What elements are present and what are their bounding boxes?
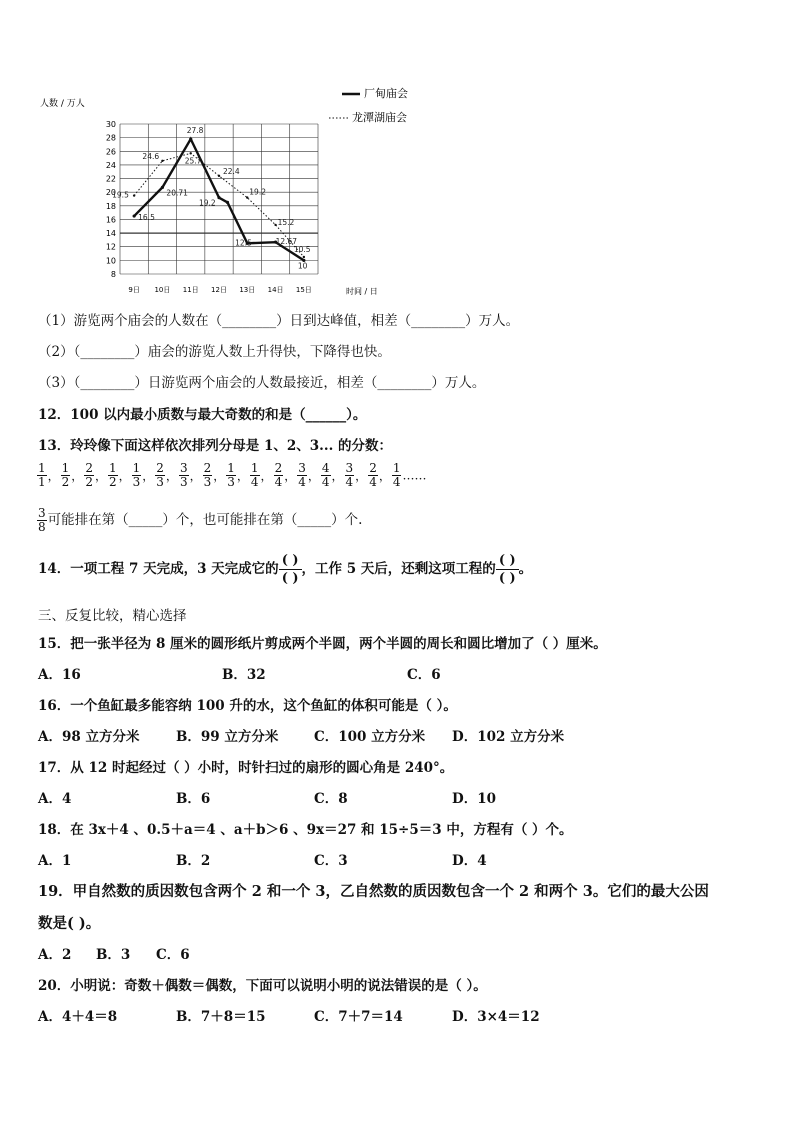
y-axis-label: 人数 / 万人 xyxy=(40,99,85,109)
data-label: 16.5 xyxy=(138,213,155,223)
q16-option-d: D．102 立方分米 xyxy=(452,729,565,745)
data-label: 20.71 xyxy=(166,188,188,198)
data-label: 15.2 xyxy=(277,217,295,227)
data-label: 10.5 xyxy=(293,244,311,254)
x-tick-label: 11日 xyxy=(182,286,199,294)
series-point xyxy=(133,194,135,196)
q18-option-d: D．4 xyxy=(452,853,487,869)
y-tick-label: 24 xyxy=(105,160,116,170)
y-tick-label: 28 xyxy=(105,133,116,143)
q19-line1: 19．甲自然数的质因数包含两个 2 和一个 3，乙自然数的质因数包含一个 2 和两个 3。它们的最大公因 xyxy=(38,883,709,900)
q18-option-b: B．2 xyxy=(176,853,211,869)
data-labels xyxy=(112,126,311,270)
sequence-fraction: $\frac{3}{3}$ xyxy=(179,461,188,489)
sequence-fraction: $\frac{1}{3}$ xyxy=(227,461,235,489)
data-label: 12.67 xyxy=(275,237,298,247)
q15-stem: 15．把一张半径为 8 厘米的圆形纸片剪成两个半圆，两个半圆的周长和圆比增加了（ ）厘米。 xyxy=(38,636,607,652)
q13-question xyxy=(36,507,362,534)
x-tick-labels xyxy=(128,286,311,294)
q17-option-b: B．6 xyxy=(176,791,211,807)
sequence-fraction: $\frac{1}{4}$ xyxy=(250,461,259,489)
series-point xyxy=(274,224,276,226)
q13-fraction-sequence: $\frac{1}{1}$ ， $\frac{1}{2}$ ， $\frac{2}{2}$ ， $\frac{1}{2}$ ， $\frac{1}{3}$ ， $\frac{2}{3}$ ， $\frac{3}{3}$ ， $\frac{2}{3}$ ， $\frac{1}{3}$ ， $\frac{1}{4}$ ， $\frac{2}{4}$ ， $\frac{3}{4}$ ， $\frac{4}{4}$ ， $\frac{3}{4}$ ， $\frac{2}{4}$ ， $\frac{1}{4}$ …… xyxy=(38,461,427,489)
q15-option-b: B．32 xyxy=(222,667,266,683)
q14-blank-fraction-1: ( ) ( ) xyxy=(279,552,302,587)
q15-option-a: A．16 xyxy=(38,667,81,683)
y-tick-label: 12 xyxy=(105,242,116,252)
q14: 14．一项工程 7 天完成，3 天完成它的 ( ) ( ) ，工作 5 天后，还剩这项工程的 ( ) ( ) 。 xyxy=(38,553,533,586)
sequence-fraction: $\frac{2}{3}$ xyxy=(156,461,164,489)
series-point xyxy=(246,196,248,198)
q17-option-d: D．10 xyxy=(452,791,496,807)
q17-option-c: C．8 xyxy=(314,791,348,807)
data-label: 24.6 xyxy=(142,151,160,161)
sequence-fraction: $\frac{4}{4}$ xyxy=(321,461,330,489)
series-point xyxy=(217,196,220,199)
legend-label-2: 龙潭湖庙会 xyxy=(352,111,407,124)
data-label: 19.2 xyxy=(249,187,266,197)
q15-option-c: C．6 xyxy=(407,667,441,683)
sequence-fraction: $\frac{1}{2}$ xyxy=(108,461,117,489)
series-point xyxy=(161,186,164,189)
y-tick-label: 8 xyxy=(110,270,116,279)
q11-part1: （1）游览两个庙会的人数在（________）日到达峰值，相差（________）万人。 xyxy=(38,313,520,329)
q16-option-c: C．100 立方分米 xyxy=(314,729,426,745)
q18-option-a: A．1 xyxy=(38,853,72,869)
q20-option-c: C．7＋7＝14 xyxy=(314,1009,403,1025)
q16-stem: 16．一个鱼缸最多能容纳 100 升的水，这个鱼缸的体积可能是（ ）。 xyxy=(38,698,457,714)
data-label: 19.5 xyxy=(112,190,129,200)
q11-part2: （2）（________）庙会的游览人数上升得快，下降得也快。 xyxy=(38,344,391,360)
q18-stem: 18．在 3x＋4 、0.5＋a＝4 、a＋b＞6 、9x＝27 和 15÷5＝3 中，方程有（ ）个。 xyxy=(38,822,573,838)
q13-fraction: $\frac{3}{8}$ xyxy=(38,506,46,534)
q17-option-a: A．4 xyxy=(38,791,72,807)
sequence-fraction: $\frac{3}{4}$ xyxy=(345,461,354,489)
data-label: 22.4 xyxy=(223,166,240,176)
sequence-fraction: $\frac{2}{4}$ xyxy=(274,461,283,489)
q20-stem: 20．小明说：奇数＋偶数＝偶数，下面可以说明小明的说法错误的是（ ）。 xyxy=(38,978,487,994)
y-tick-label: 30 xyxy=(105,120,116,129)
q19-option-a: A．2 xyxy=(38,947,72,963)
q20-option-d: D．3×4＝12 xyxy=(452,1009,540,1025)
x-tick-label: 15日 xyxy=(295,286,312,294)
q11-part3: （3）（________）日游览两个庙会的人数最接近，相差（________）万人。 xyxy=(38,375,486,391)
q19-option-b: B．3 xyxy=(96,947,131,963)
q16-option-a: A．98 立方分米 xyxy=(38,729,140,745)
sequence-fraction: $\frac{1}{2}$ xyxy=(61,461,70,489)
x-tick-label: 14日 xyxy=(267,286,284,294)
x-tick-label: 10日 xyxy=(154,286,171,294)
x-tick-label: 9日 xyxy=(128,286,140,294)
series-point xyxy=(303,256,305,258)
series-point xyxy=(189,137,192,140)
q20-option-b: B．7＋8＝15 xyxy=(176,1009,266,1025)
series-point xyxy=(133,214,136,217)
sequence-fraction: $\frac{1}{1}$ xyxy=(38,461,46,489)
q19-line2: 数是( )。 xyxy=(38,915,101,932)
x-axis-label: 时间 / 日 xyxy=(346,287,378,296)
q17-stem: 17．从 12 时起经过（ ）小时，时针扫过的扇形的圆心角是 240°。 xyxy=(38,760,454,776)
q13-title: 13．玲玲像下面这样依次排列分母是 1、2、3... 的分数： xyxy=(38,438,392,454)
sequence-fraction: $\frac{2}{2}$ xyxy=(85,461,93,489)
sequence-fraction: $\frac{1}{3}$ xyxy=(132,461,141,489)
sequence-fraction: $\frac{2}{4}$ xyxy=(369,461,377,489)
sequence-fraction: $\frac{3}{4}$ xyxy=(298,461,306,489)
series-point xyxy=(161,160,163,162)
sequence-fraction: $\frac{2}{3}$ xyxy=(203,461,212,489)
data-label: 19.2 xyxy=(199,198,216,208)
series-point xyxy=(218,175,220,177)
legend-label-1: 厂甸庙会 xyxy=(364,87,408,100)
q14-blank-fraction-2: ( ) ( ) xyxy=(496,552,519,587)
x-tick-label: 13日 xyxy=(239,286,256,294)
data-label: 12.5 xyxy=(235,238,252,248)
q12: 12．100 以内最小质数与最大奇数的和是（______）。 xyxy=(38,407,367,423)
y-tick-label: 14 xyxy=(105,229,116,239)
data-label: 25.7 xyxy=(184,156,202,166)
q16-option-b: B．99 立方分米 xyxy=(176,729,279,745)
y-tick-label: 10 xyxy=(105,256,116,266)
data-label: 10 xyxy=(297,261,308,271)
q20-option-a: A．4＋4＝8 xyxy=(38,1009,118,1025)
data-label: 27.8 xyxy=(186,126,204,135)
y-tick-label: 26 xyxy=(105,147,116,157)
legend xyxy=(329,86,408,124)
y-tick-label: 20 xyxy=(105,188,116,198)
x-tick-label: 12日 xyxy=(211,286,227,294)
y-tick-label: 16 xyxy=(105,215,116,225)
q19-option-c: C．6 xyxy=(156,947,190,963)
line-chart xyxy=(38,80,418,302)
sequence-ellipsis: …… xyxy=(402,468,427,483)
q13-rest: 可能排在第（_____）个，也可能排在第（_____）个. xyxy=(47,512,363,528)
q18-option-c: C．3 xyxy=(314,853,348,869)
y-tick-label: 18 xyxy=(105,201,116,211)
section-3-title: 三、反复比较，精心选择 xyxy=(38,608,187,624)
y-tick-label: 22 xyxy=(105,174,116,184)
series-point xyxy=(190,152,192,154)
sequence-fraction: $\frac{1}{4}$ xyxy=(392,461,401,489)
series-point xyxy=(226,201,229,204)
